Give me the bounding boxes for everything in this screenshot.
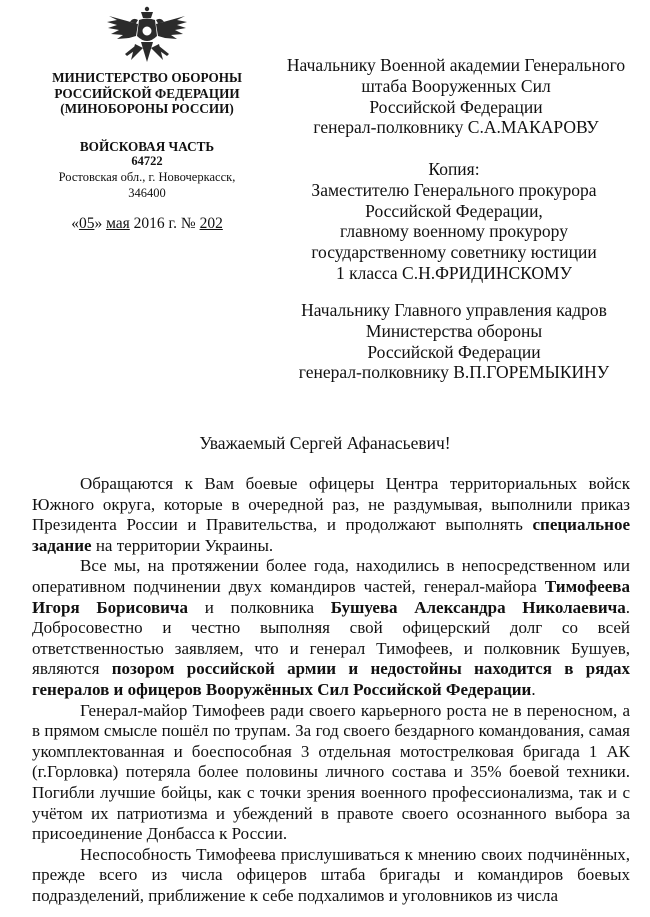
unit-number: 64722 (131, 154, 163, 168)
paragraph-run: Генерал-майор Тимофеев ради своего карьерного роста не в переносном, а в прямом смысле пошёл по трупам. За год своего бездарного командования, самая укомплектованная и боеспособная 3 отдельная мотострелковая бригада 1 АК (г.Горловка) потеряла более половины личного состава и 35% боевой техники. Погибли лучшие бойцы, как с точки зрения военного профессионализма, так и с учётом их патриотизма и убеждений в правоте своего осознанного выбора за присоединение Донбасса к России. (32, 700, 630, 844)
copy-label: Копия: (428, 159, 480, 179)
addressee-line: Начальнику Главного управления кадров (301, 300, 607, 320)
ministry-name (30, 70, 264, 117)
letter-date (30, 215, 264, 233)
paragraph-run: Все мы, на протяжении более года, находились в непосредственном или оперативном подчинении двух командиров частей, генерал-майора (32, 556, 630, 596)
addressee-line: Начальнику Военной академии Генерального (286, 55, 626, 75)
paragraph-run: . Добросовестно и честно выполняя свой офицерский долг со всей ответственностью заявляем, что и генерал Тимофеев, и полковник Бушуев, являются (32, 597, 631, 679)
paragraph-run: Обращаются к Вам боевые офицеры Центра территориальных войск Южного округа, которые в очередной раз, не раздумывая, выполнили приказ Президента России и Правительства, и продолжают выполнять (32, 474, 630, 535)
addressee-line: государственному советнику юстиции (311, 242, 597, 263)
ministry-line: РОССИЙСКОЙ ФЕДЕРАЦИИ (54, 85, 240, 101)
unit-label: ВОЙСКОВАЯ ЧАСТЬ (79, 138, 215, 154)
letter-body (32, 474, 630, 906)
addressee-third (262, 300, 646, 383)
ministry-line: МИНИСТЕРСТВО ОБОРОНЫ (52, 70, 242, 85)
body-paragraph (32, 556, 630, 700)
addressee-line: Заместителю Генерального прокурора (311, 179, 597, 200)
addressee-line: Российской Федерации (369, 96, 543, 117)
date-month: мая (106, 215, 130, 232)
paragraph-run-bold: специальное задание (32, 515, 630, 555)
addressee-line: 1 класса С.Н.ФРИДИНСКОМУ (336, 262, 572, 283)
letter-number: 202 (199, 215, 223, 232)
unit-postcode: 346400 (128, 186, 166, 200)
paragraph-run-bold: Бушуева Александра Николаевича (330, 597, 626, 617)
unit-address-line: Ростовская обл., г. Новочеркасск, (58, 170, 236, 184)
date-open-quote: « (71, 215, 79, 232)
salutation: Уважаемый Сергей Афанасьевич! (199, 433, 451, 453)
addressee-line: генерал-полковнику С.А.МАКАРОВУ (313, 117, 599, 138)
paragraph-run: . (531, 679, 536, 699)
addressee-main (260, 55, 650, 138)
body-paragraph (32, 845, 630, 907)
double-headed-eagle-emblem (105, 6, 189, 68)
addressee-copy (262, 159, 646, 284)
body-paragraph (32, 474, 630, 556)
addressee-line: Министерства обороны (365, 320, 543, 341)
date-year: 2016 г. № (133, 215, 196, 232)
date-day: 05 (78, 215, 95, 232)
addressee-line: штаба Вооруженных Сил (361, 75, 551, 96)
sender-block (30, 6, 264, 233)
paragraph-run: Неспособность Тимофеева прислушиваться к мнению своих подчинённых, прежде всего из числа офицеров штаба бригады и командиров боевых подразделений, приближение к себе подхалимов и уголовников из числа (32, 844, 630, 905)
paragraph-run-bold: Тимофеева Игоря Борисовича (32, 576, 630, 617)
military-unit (30, 139, 264, 202)
paragraph-run-bold: позором российской армии и недостойны находится в рядах генералов и офицеров Вооружённых Сил Российской Федерации (32, 659, 630, 699)
addressee-line: Российской Федерации (367, 341, 541, 362)
addressee-line: главному военному прокурору (340, 221, 568, 242)
date-close-quote: » (94, 215, 103, 232)
body-paragraph (32, 701, 630, 845)
ministry-line: (МИНОБОРОНЫ РОССИИ) (60, 101, 234, 116)
paragraph-run: на территории Украины. (91, 535, 274, 555)
addressee-line: генерал-полковнику В.П.ГОРЕМЫКИНУ (298, 362, 610, 383)
addressee-line: Российской Федерации, (365, 200, 543, 221)
paragraph-run: и полковника (188, 597, 331, 617)
